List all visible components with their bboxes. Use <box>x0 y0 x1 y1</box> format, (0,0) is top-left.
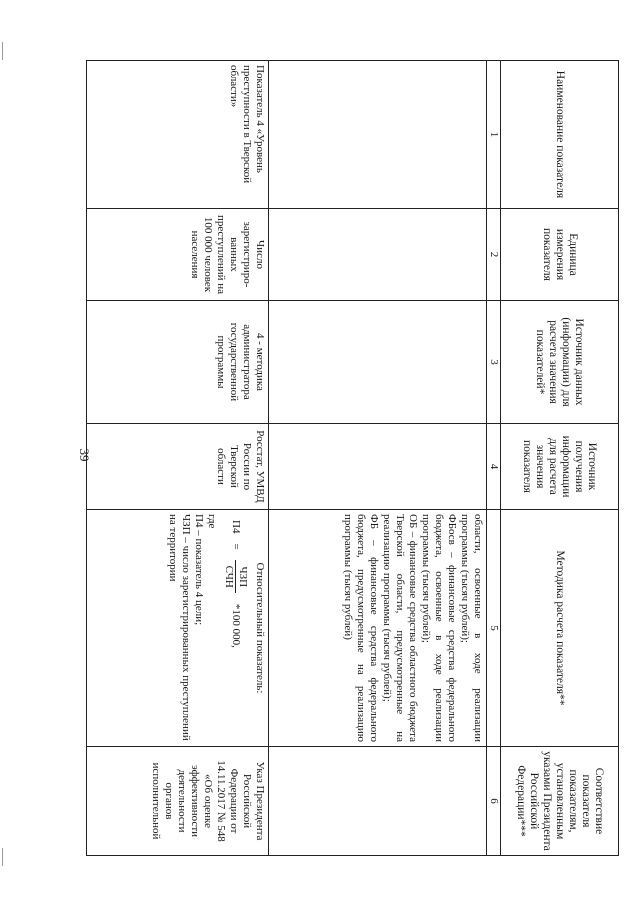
column-number: 6 <box>487 747 501 856</box>
methodology-cell <box>269 510 487 747</box>
methodology-line: ОБ – финансовые средства областного бюджета Тверской области, предусмотренные на реализацию программы (тысяч рублей); <box>381 514 419 742</box>
scan-mark-bottom <box>2 848 3 866</box>
methodology-cell <box>87 510 269 747</box>
cell-empty <box>269 61 487 209</box>
column-number: 1 <box>487 61 501 209</box>
cell-empty <box>269 424 487 510</box>
header-info-source: Источник получения информации для расчета значения показателя <box>501 424 619 510</box>
column-number: 2 <box>487 209 501 301</box>
methodology-line: ФБ – финансовые средства федерального бюджета, предусмотренные на реализацию программы (тысяч рублей) <box>342 514 380 742</box>
formula-numerator: ЧЗП <box>235 560 249 593</box>
indicator-name: Показатель 4 «Уровень преступности в Тверской области» <box>87 61 269 209</box>
methodology-line: области, освоенные в ходе реализации программы (тысяч рублей); <box>459 514 484 742</box>
table-row <box>87 61 269 856</box>
indicator-table <box>86 60 619 856</box>
cell-empty <box>269 209 487 301</box>
indicator-table-wrapper <box>86 60 619 855</box>
cell-empty <box>269 301 487 424</box>
scan-mark-top <box>2 42 3 60</box>
header-row <box>501 61 619 856</box>
info-source: Росстат, УМВД России по Тверской области <box>87 424 269 510</box>
definition-line: П4 – показатель 4 цели; <box>193 514 205 626</box>
column-number: 3 <box>487 301 501 424</box>
header-compliance: Соответствие показателя показателям, установленным указами Президента Российской Федерации*** <box>501 747 619 856</box>
compliance: Указ Президента Российской Федерации от 14.11.2017 № 548 «Об оценке эффективности деятельности органов исполнительной <box>87 747 269 856</box>
header-methodology: Методика расчета показателя** <box>501 510 619 747</box>
definition-line: ЧЗП – число зарегистрированных преступлений на территории <box>167 514 192 741</box>
data-source: 4 - методика администратора государственной программы <box>87 301 269 424</box>
formula-lhs: П4 <box>230 520 242 534</box>
header-unit: Единица измерения показателя <box>501 209 619 301</box>
unit: Число зарегистриро-ванных преступлений на 100 000 человек населения <box>87 209 269 301</box>
where-label: где <box>206 514 218 529</box>
column-number: 5 <box>487 510 501 747</box>
formula-fraction <box>222 560 249 594</box>
page-number: 39 <box>77 448 92 462</box>
formula <box>222 520 249 742</box>
column-number-row <box>487 61 501 856</box>
formula-equals: = <box>230 543 242 550</box>
column-number: 4 <box>487 424 501 510</box>
cell-empty <box>269 747 487 856</box>
header-indicator-name: Наименование показателя <box>501 61 619 209</box>
formula-multiplier: *100 000, <box>230 603 242 648</box>
method-intro: Относительный показатель: <box>254 562 266 694</box>
methodology-line: ФБосв – финансовые средства федерального бюджета, освоенные в ходе реализации программы (тысяч рублей); <box>420 514 458 742</box>
header-data-source: Источник данных (информации) для расчета значения показателей* <box>501 301 619 424</box>
table-row <box>269 61 487 856</box>
formula-denominator: СЧН <box>223 565 235 588</box>
